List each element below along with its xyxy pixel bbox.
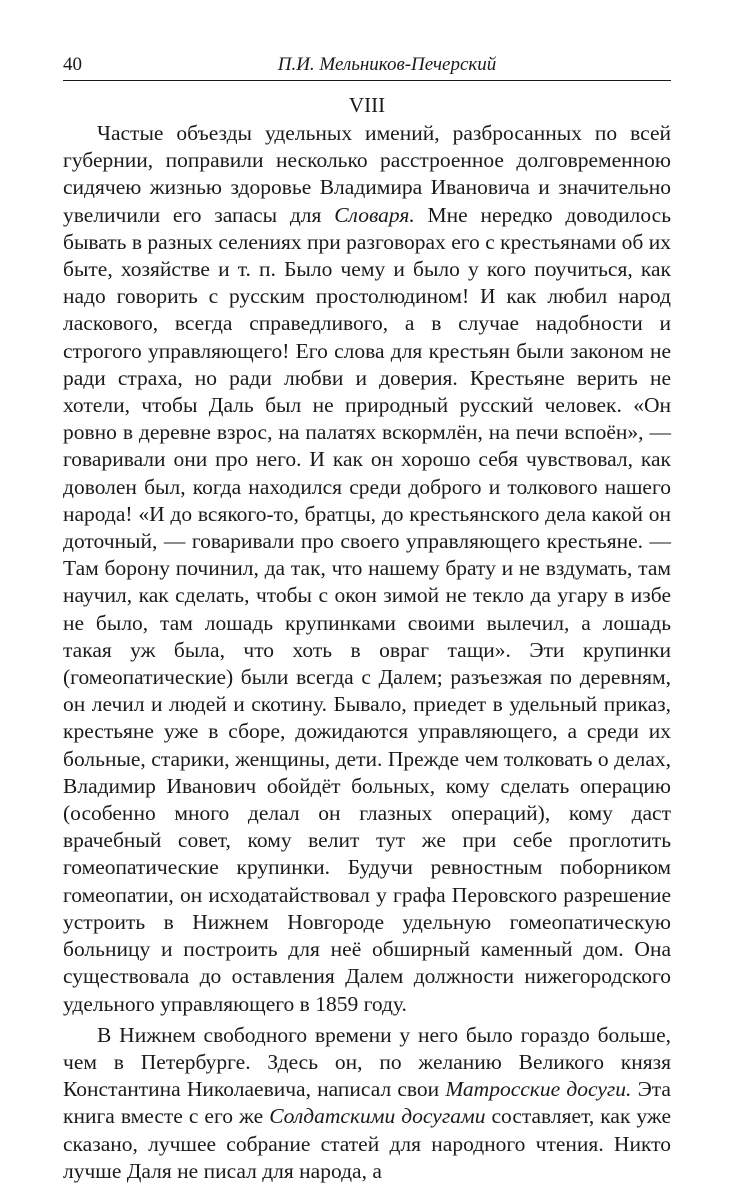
paragraph-segment: Мне нередко доводилось бывать в разных селениях при разговорах его с крестьянами об их быте, хозяйстве и т. п. Было чему и было у кого поучиться, как надо говорить с русским простолюдином! И как любил народ ласкового, всегда справедливого, а в случае надобности и строгого управляющего! Его слова для крестьян были законом не ради страха, но ради любви и доверия. Крестьяне верить не хотели, чтобы Даль был не природный русский человек. «Он ровно в деревне взрос, на палатях вскормлён, на печи вспоён», — говаривали они про него. И как он хорошо себя чувствовал, как доволен был, когда находился среди доброго и толкового нашего народа! «И до всякого-то, братцы, до крестьянского дела какой он доточный, — говаривали про своего управляющего крестьяне. — Там борону починил, да так, что нашему брату и не вздумать, там научил, как сделать, чтобы с окон зимой не текло да угару в избе не было, там лошадь крупинками своими вылечил, а лошадь такая уж была, что хоть в овраг тащи». Эти крупинки (гомеопатические) были всегда с Далем; разъезжая по деревням, он лечил и людей и скотину. Бывало, приедет в удельный приказ, крестьяне уже в сборе, дожидаются управляющего, а среди их больные, старики, женщины, дети. Прежде чем толковать о делах, Владимир Иванович обойдёт больных, кому сделать операцию (особенно много делал он глазных операций), кому даст врачебный совет, кому велит тут же при себе проглотить гомеопатические крупинки. Будучи ревностным поборником гомеопатии, он исходатайствовал у графа Перовского разрешение устроить в Нижнем Новгороде удельную гомеопатическую больницу и построить для неё обширный каменный дом. Она существовала до оставления Далем должности нижегородского удельного управляющего в 1859 году. xyxy=(63,202,672,1016)
paragraph-segment: В Нижнем свободного времени у него было гораздо больше, чем в Петербурге. Здесь он, по желанию Великого князя Константина Николаевича, написал свои xyxy=(63,1022,671,1102)
running-header xyxy=(63,52,671,81)
italic-title-soldatskie-dosugi: Солдатскими досугами xyxy=(269,1104,486,1129)
running-title: П.И. Мельников-Печерский xyxy=(277,54,497,75)
italic-title-matrosskie-dosugi: Матросские досуги. xyxy=(445,1077,632,1102)
body-text xyxy=(63,120,671,1185)
paragraph-segment: составляет, как уже сказано, лучшее собрание статей для народного чтения. Никто лучше Даля не писал для народа, а xyxy=(63,1104,672,1183)
paragraph-2 xyxy=(63,1022,671,1185)
page-number: 40 xyxy=(63,54,82,75)
paragraph-1 xyxy=(63,120,671,1018)
paragraph-segment: Частые объезды удельных имений, разбросанных по всей губернии, поправили несколько расстроенное долговременною сидячею жизнью здоровье Владимира Ивановича и значительно увеличили его запасы для xyxy=(63,121,671,227)
italic-title-slovar: Словаря. xyxy=(334,202,415,227)
paragraph-segment: Эта книга вместе с его же xyxy=(63,1077,671,1129)
book-page xyxy=(63,0,672,1183)
chapter-heading: VIII xyxy=(348,93,386,117)
